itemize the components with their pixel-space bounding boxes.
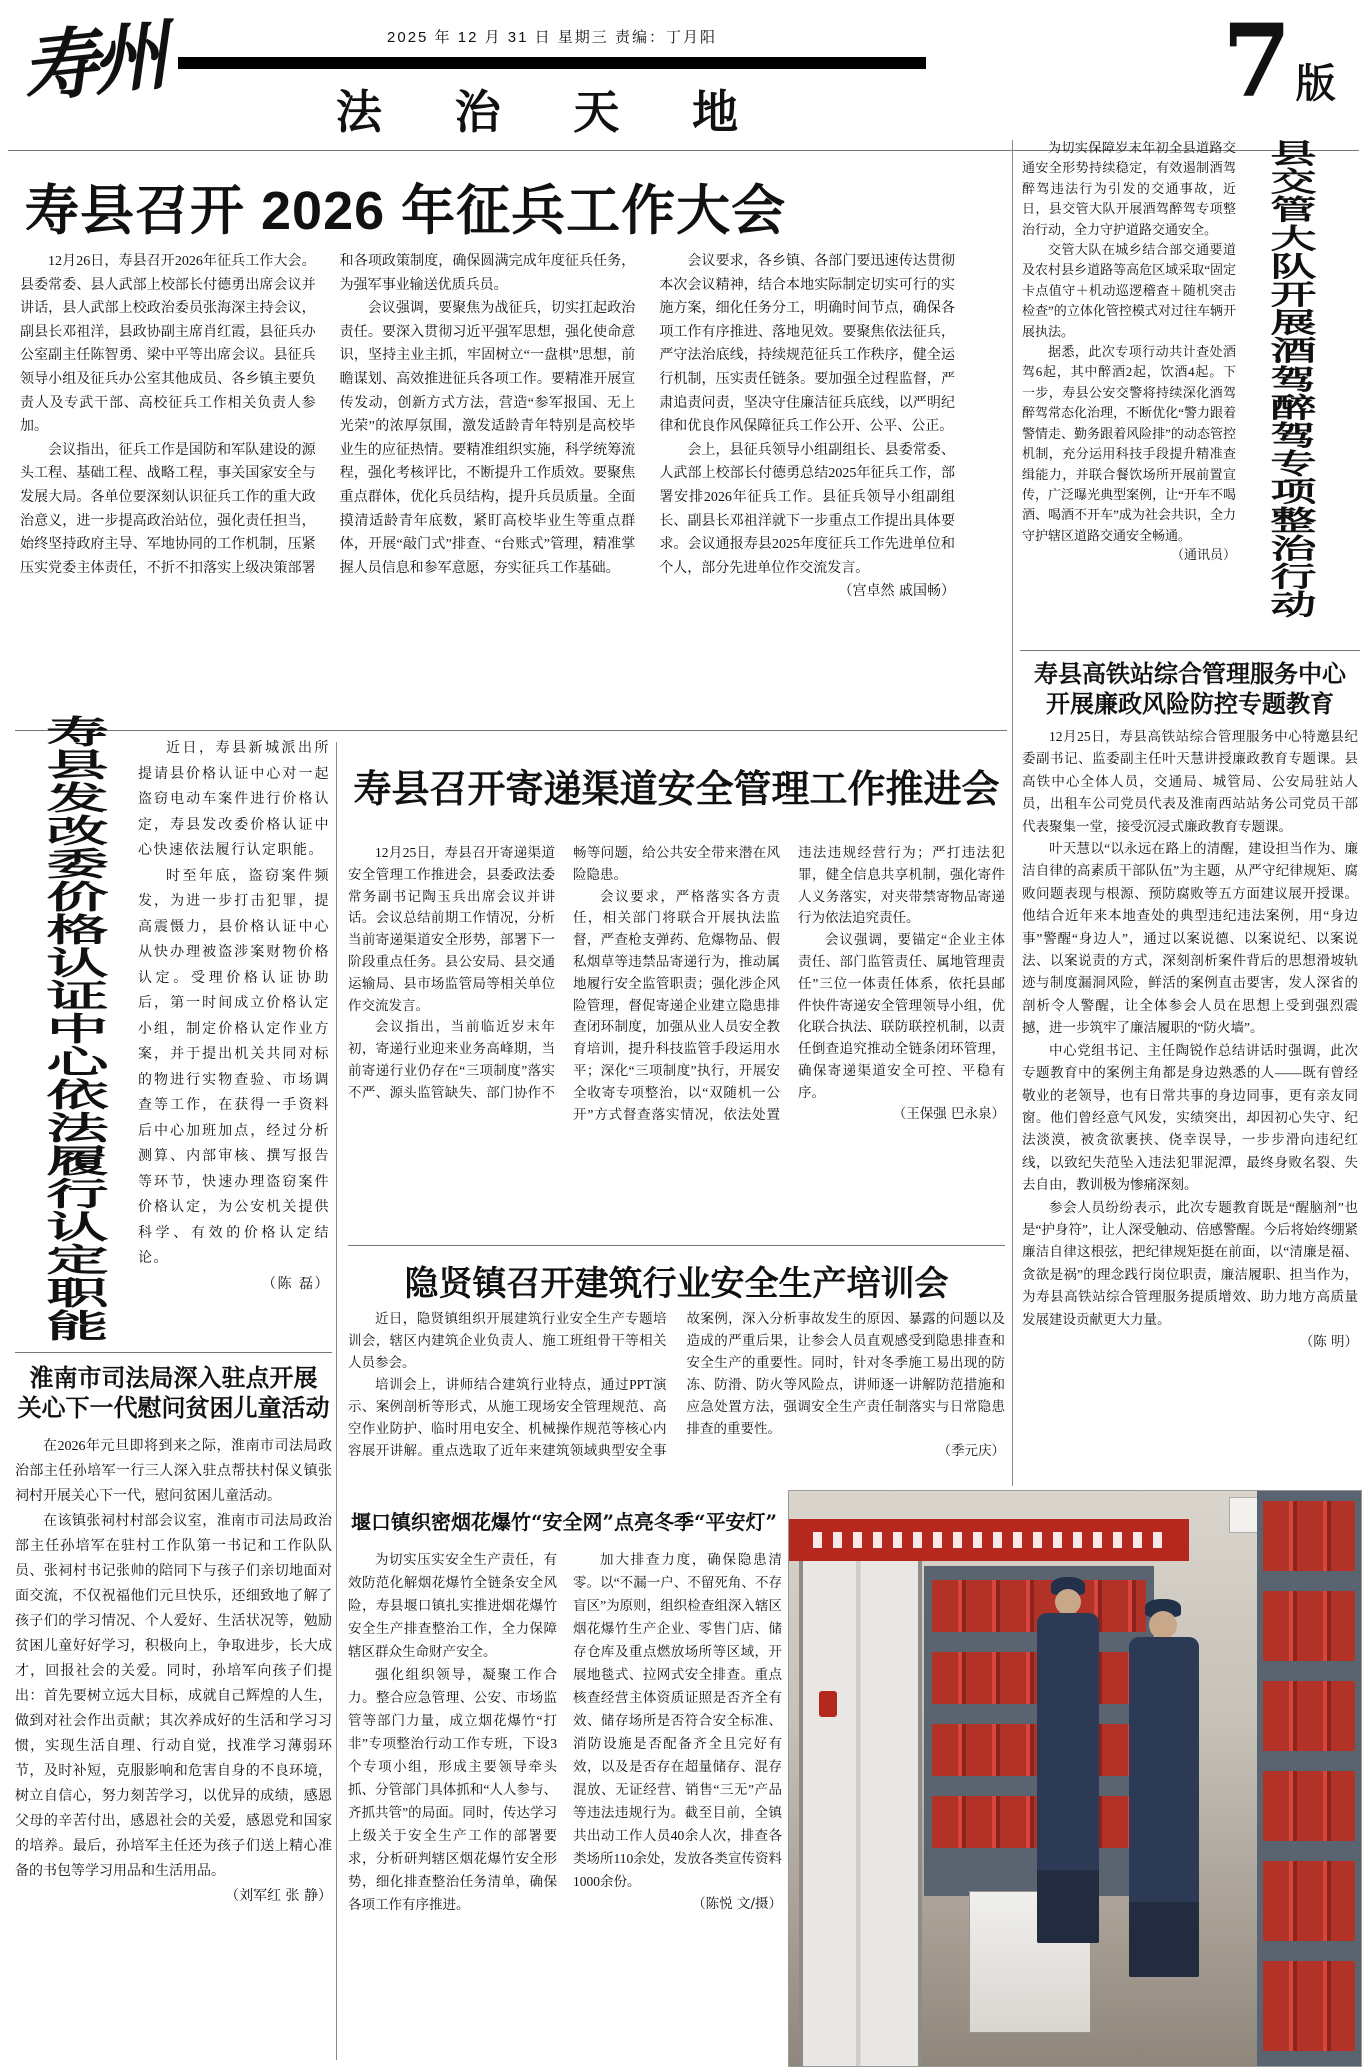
headline-charity-line1: 淮南市司法局深入驻点开展 [29, 1365, 318, 1392]
paragraphs [348, 842, 1005, 1125]
photo-officer [1037, 1613, 1099, 1943]
headline-char: 职 [46, 1275, 109, 1312]
photo-officer-head [1055, 1589, 1081, 1615]
paragraph: 12月25日，寿县高铁站综合管理服务中心特邀县纪委副书记、监委副主任叶天慧讲授廉政教育专题课。县高铁中心全体人员，交通局、城管局、公安局驻站人员，出租车公司党员代表及淮南西站站务公司党员干部代表聚集一堂，接受沉浸式廉政教育专题课。 [1022, 729, 1358, 834]
headline-char: 县 [46, 747, 109, 784]
masthead-logo: 寿州 [17, 10, 167, 114]
middle-divider [348, 1245, 1005, 1246]
headline-char: 驾 [1270, 420, 1316, 452]
middle-right-separator [1012, 140, 1013, 1486]
headline-charity-line2: 关心下一代慰问贫困儿童活动 [17, 1395, 330, 1422]
paragraph: 交管大队在城乡结合部交通要道及农村县乡道路等高危区域采取“固定卡点值守＋机动巡逻稽查＋随机突击检查”的立体化管控模式对过往车辆开展执法。 [1022, 242, 1236, 339]
headline-char: 驾 [1270, 364, 1316, 395]
article-charity-body [15, 1434, 332, 1909]
headline-char: 动 [1270, 589, 1316, 621]
headline-char: 能 [46, 1308, 109, 1345]
headline-char: 价 [46, 879, 109, 916]
paragraph: 为切实保障岁末年初全县道路交通安全形势持续稳定，有效遏制酒驾醉驾违法行为引发的交通事故，近日，县交管大队开展酒驾醉驾专项整治行动，全力守护道路交通安全。 [1022, 140, 1236, 237]
byline-price: （陈 磊） [262, 1275, 330, 1292]
headline-fireworks: 堰口镇织密烟花爆竹“安全网”点亮冬季“平安灯” [350, 1510, 777, 1534]
headline-char: 酒 [1270, 336, 1316, 367]
photo-shelf-right [1257, 1491, 1361, 2066]
paragraphs [1022, 138, 1236, 546]
headline-railway-line1: 寿县高铁站综合管理服务中心 [1034, 661, 1346, 688]
article-railway-body [1022, 726, 1358, 1353]
article-construction-body [348, 1308, 1005, 1462]
headline-char: 依 [46, 1077, 109, 1114]
headline-char: 项 [1270, 477, 1316, 508]
paragraph: 会议要求，严格落实各方责任，相关部门将联合开展执法监督，严查枪支弹药、危爆物品、假私烟草等违禁品寄递行为，推动属地履行安全监管职责；强化涉企风险管理，督促寄递企业建立隐患排查闭环制度，加强从业人员安全教育培训，提升科技监管手段运用水平；深化“三项制度”执行，开展安全收寄专项整治，以“双随机一公开”方式督查落实情况，依法处置违法违规经营行为；严打违法犯罪，健全信息共享机制，强化寄件人义务落实，对夹带禁寄物品寄递行为依法追究责任。 [573, 845, 1005, 1122]
headline-conscription: 寿县召开 2026 年征兵工作大会 [25, 181, 787, 241]
page-number-label: 版 [1295, 61, 1336, 106]
paragraphs [348, 1548, 782, 1916]
paragraph: 在该镇张祠村村部会议室，淮南市司法局政治部主任孙培军在驻村工作队第一书记和工作队队员、张祠村书记张帅的陪同下与孩子们亲切地面对面交流，不仅祝福他们元旦快乐，还细致地了解了孩子们的学习情况、个人爱好、生活状况等，勉励贫困儿童好好学习，积极向上，争取进步，长大成才，回报社会的关爱。同时，孙培军向孩子们提出：首先要树立远大目标，成就自己辉煌的人生，做到对社会作出贡献；其次养成好的生活和学习习惯，实现生活自理、行动自觉，找准学习薄弱环节，及时补短，克服影响和危害自身的不良环境，树立自信心，努力刻苦学习，以优异的成绩，感恩父母的辛苦付出，感恩社会的关爱，感恩党和国家的培养。最后，孙培军主任还为孩子们送上精心准备的书包等学习用品和生活用品。 [15, 1514, 332, 1879]
headline-construction: 隐贤镇召开建筑行业安全生产培训会 [404, 1264, 949, 1304]
article-fireworks-body [348, 1548, 782, 1916]
photo-box-row [1263, 1501, 1355, 1571]
headline-char: 法 [46, 1110, 109, 1147]
header-bar [178, 57, 926, 69]
paragraphs [15, 1434, 332, 1884]
paragraph: 12月25日，寿县召开寄递渠道安全管理工作推进会，县委政法委常务副书记陶玉兵出席会议并讲话。会议总结前期工作情况，分析当前寄递渠道安全形势，部署下一阶段重点任务。县公安局、县交通运输局、县市场监管局等相关单位作交流发言。 [348, 845, 555, 1013]
headline-char: 治 [1270, 533, 1316, 565]
byline-conscription: （宫卓然 戚国畅） [838, 583, 955, 600]
paragraphs [20, 250, 955, 604]
paragraph: 为切实压实安全生产责任，有效防范化解烟花爆竹全链条安全风险，寿县堰口镇扎实推进烟花爆竹安全生产排查整治工作，全力保障辖区群众生命财产安全。 [348, 1552, 557, 1659]
headline-delivery: 寿县召开寄递渠道安全管理工作推进会 [353, 766, 1000, 811]
left-column-divider [15, 1352, 332, 1353]
paragraph: 中心党组书记、主任陶锐作总结讲话时强调，此次专题教育中的案例主角都是身边熟悉的人——既有曾经敬业的老领导，也有日常共事的身边同事，更有亲友同窗。他们曾经意气风发，实绩突出，却因初心失守、纪法淡漠，被贪欲裹挟、侥幸误导，一步步滑向违纪红线，以致纪失范坠入违法犯罪泥潭，最终身败名裂、失去自由，教训极为惨痛深刻。 [1022, 1042, 1358, 1193]
article-delivery-body [348, 842, 1005, 1125]
headline-price-vertical [25, 716, 130, 1343]
headline-char: 改 [46, 813, 109, 850]
section-title: 法 治 天 地 [335, 86, 769, 138]
article-price-body [138, 736, 330, 1297]
headline-char: 整 [1270, 505, 1316, 536]
headline-char: 发 [46, 780, 109, 817]
headline-char: 开 [1270, 279, 1316, 311]
headline-char: 中 [46, 1011, 109, 1048]
headline-char: 格 [46, 912, 109, 949]
main-article-divider [15, 730, 1007, 731]
article-traffic-body [1022, 138, 1236, 567]
photo-banner [789, 1519, 1189, 1561]
dateline: 2025 年 12 月 31 日 星期三 责编：丁月阳 [387, 29, 717, 46]
headline-char: 队 [1270, 251, 1316, 283]
paragraph: 据悉，此次专项行动共计查处酒驾6起，其中醉酒2起，饮酒4起。下一步，寿县公安交警将持续深化酒驾醉驾常态化治理，不断优化“警力跟着警情走、勤务跟着风险排”的动态管控机制，充分运用科技手段提升精准查缉能力，并联合餐饮场所开展前置宣传，广泛曝光典型案例，让“开车不喝酒、喝酒不开车”成为社会共识，全力守护辖区道路交通安全畅通。 [1022, 344, 1236, 543]
byline-delivery: （王保强 巴永泉） [892, 1105, 1005, 1122]
paragraph: 培训会上，讲师结合建筑行业特点，通过PPT演示、案例剖析等形式，从施工现场安全管理规范、高空作业防护、临时用电安全、机械操作规范等核心内容展开讲解。重点选取了近年来建筑领域典型安全事故案例，深入分析事故发生的原因、暴露的问题以及造成的严重后果，让参会人员直观感受到隐患排查和安全生产的重要性。同时，针对冬季施工易出现的防冻、防滑、防火等风险点，讲师逐一讲解防范措施和应急处置方法，强调安全生产责任制落实与日常隐患排查的重要性。 [348, 1311, 1005, 1458]
headline-char: 心 [46, 1044, 109, 1081]
paragraph: 参会人员纷纷表示，此次专题教育既是“醒脑剂”也是“护身符”，让人深受触动、倍感警醒。今后将始终绷紧廉洁自律这根弦，把纪律规矩挺在前面，以“清廉是福、贪欲是祸”的理念践行岗位职责，廉洁履职、担当作为，为寿县高铁站综合管理服务提质增效、助力地方高质量发展建设贡献更大力量。 [1022, 1199, 1358, 1327]
byline-fireworks: （陈悦 文/摄） [692, 1896, 782, 1912]
page-number-block [1222, 2, 1336, 120]
headline-char: 行 [1270, 561, 1316, 593]
headline-char: 大 [1270, 223, 1316, 254]
paragraph: 叶天慧以“以永远在路上的清醒，建设担当作为、廉洁自律的高素质干部队伍”为主题，从严守纪律规矩、腐败问题表现与根源、预防腐败等五方面建议展开授课。他结合近年来本地查处的典型违纪违法案例，用“身边事”警醒“身边人”，通过以案说德、以案说纪、以案说法、以案说责的方式，深刻剖析案件背后的思想滑坡轨迹与制度漏洞风险，鲜活的案例直击要害，发人深省的剖析令人警醒，让全体参会人员在思想上受到强烈震撼，进一步筑牢了廉洁履职的“防火墙”。 [1022, 841, 1358, 1036]
byline-traffic: （通讯员） [1170, 548, 1236, 564]
photo-extinguisher [819, 1691, 837, 1717]
article-conscription-body [20, 250, 955, 604]
paragraphs [1022, 726, 1358, 1331]
headline-char: 证 [46, 978, 109, 1015]
photo-door [799, 1551, 922, 2067]
photo-box-row [1263, 1961, 1355, 2051]
headline-railway [1020, 660, 1360, 720]
headline-char: 定 [46, 1242, 109, 1279]
headline-railway-line2: 开展廉政风险防控专题教育 [1046, 691, 1334, 718]
headline-char: 履 [46, 1143, 109, 1180]
paragraph: 会议要求，各乡镇、各部门要迅速传达贯彻本次会议精神，结合本地实际制定切实可行的实施方案，细化任务分工，明确时间节点，确保各项工作有序推进、落地见效。要聚焦依法征兵，严守法治底线，持续规范征兵工作秩序，健全运行机制，压实责任链条。要加强全过程监督，严肃追责问责，坚决守住廉洁征兵底线，以严明纪律和优良作风保障征兵工作公开、公平、公正。 [659, 254, 955, 435]
photo-box-row [1263, 1681, 1355, 1751]
byline-charity: （刘军红 张 静） [225, 1888, 332, 1904]
photo-box-row [1263, 1771, 1355, 1841]
right-column-divider [1020, 650, 1360, 651]
headline-char: 专 [1270, 448, 1316, 480]
paragraph: 12月26日，寿县召开2026年征兵工作大会。县委常委、县人武部上校部长付德勇出席会议并讲话，县人武部上校政治委员张海深主持会议，副县长邓祖洋，县政协副主席肖红霞，县征兵办公室副主任陈智勇、梁中平等出席会议。县征兵领导小组及征兵办公室其他成员、各乡镇主要负责人及专武干部、高校征兵工作相关负责人参加。 [20, 254, 316, 435]
paragraph: 会议强调，要聚焦为战征兵，切实扛起政治责任。要深入贯彻习近平强军思想，强化使命意识，坚持主业主抓，牢固树立“一盘棋”思想，前瞻谋划、高效推进征兵各项工作。要精准开展宣传发动，创新方式方法，营造“参军报国、无上光荣”的浓厚氛围，激发适龄青年特别是高校毕业生的应征热情。要精准组织实施，科学统筹流程，强化考核评比，不断提升工作质效。要聚焦重点群体，优化兵员结构，提升兵员质量。全面摸清适龄青年底数，紧盯高校毕业生等重点群体，开展“敲门式”排查、“台账式”管理，精准掌握人员信息和参军意愿，夯实征兵工作基础。 [339, 301, 636, 576]
photo-box-row [1263, 1861, 1355, 1941]
headline-charity [15, 1364, 332, 1424]
byline-railway: （陈 明） [1299, 1333, 1358, 1350]
paragraph: 会议指出，征兵工作是国防和军队建设的源头工程、基础工程、战略工程，事关国家安全与发展大局。各单位要深刻认识征兵工作的重大政治意义，进一步提高政治站位，强化责任担当，始终坚持政府主导、军地协同的工作机制，压紧压实党委主体责任，不折不扣落实上级决策部署和各项政策制度，确保圆满完成年度征兵任务，为强军事业输送优质兵员。 [20, 254, 636, 576]
headline-char: 交 [1270, 166, 1316, 198]
paragraph: 在2026年元旦即将到来之际，淮南市司法局政治部主任孙培军一行三人深入驻点帮扶村保义镇张祠村开展关心下一代，慰问贫困儿童活动。 [15, 1439, 332, 1504]
headline-char: 管 [1270, 195, 1316, 226]
headline-char: 县 [1270, 138, 1316, 170]
paragraph: 会上，县征兵领导小组副组长、县委常委、人武部上校部长付德勇总结2025年征兵工作，部署安排2026年征兵工作。县征兵领导小组副组长、副县长邓祖洋就下一步重点工作提出具体要求。会议通报寿县2025年度征兵工作先进单位和个人，部分先进单位作交流发言。 [659, 442, 955, 576]
page-number: 7 [1222, 2, 1292, 120]
photo-banner-text [813, 1532, 1165, 1549]
paragraph: 会议强调，要锚定“企业主体责任、部门监管责任、属地管理责任”三位一体责任体系，依托县邮件快件寄递安全管理领导小组，优化联合执法、联防联控机制，以责任倒查追究推动全链条闭环管理，确保寄递渠道安全可控、平稳有序。 [798, 932, 1005, 1100]
paragraph: 加大排查力度，确保隐患清零。以“不漏一户、不留死角、不存盲区”为原则，组织检查组深入辖区烟花爆竹生产企业、零售门店、储存仓库及重点燃放场所等区域，开展地毯式、拉网式安全排查。重点核查经营主体资质证照是否齐全有效、储存场所是否符合安全标准、消防设施是否配备齐全且完好有效，以及是否存在超量储存、混存混放、无证经营、销售“三无”产品等违法违规行为。截至目前，全镇共出动工作人员40余人次，排查各类场所110余处，发放各类宣传资料1000余份。 [573, 1552, 782, 1889]
paragraph: 会议指出，当前临近岁末年初，寄递行业迎来业务高峰期，当前寄递行业仍存在“三项制度”落实不严、源头监管缺失、部门协作不畅等问题，给公共安全带来潜在风险隐患。 [348, 845, 780, 1100]
headline-char: 认 [46, 945, 109, 982]
paragraphs [348, 1308, 1005, 1462]
paragraph: 近日，寿县新城派出所提请县价格认证中心对一起盗窃电动车案件进行价格认定，寿县发改委价格认证中心快速依法履行认定职能。 [138, 741, 330, 858]
headline-char: 行 [46, 1176, 109, 1213]
left-middle-separator [336, 742, 337, 2060]
headline-traffic-vertical [1248, 140, 1338, 619]
paragraph: 时至年底，盗窃案件频发，为进一步打击犯罪，提高震慑力，县价格认证中心从快办理被盗涉案财物价格认定。受理价格认证协助后，第一时间成立价格认定小组，制定价格认定作业方案，并于提出机关共同对标的物进行实物查验、市场调查等工作，在获得一手资料后中心加班加点，经过分析测算、内部审核、撰写报告等环节，快速办理盗窃案件价格认定，为公安机关提供科学、有效的价格认定结论。 [138, 868, 330, 1266]
news-photo [788, 1490, 1362, 2067]
headline-char: 寿 [46, 714, 109, 751]
headline-char: 委 [46, 846, 109, 883]
headline-char: 展 [1270, 307, 1316, 339]
headline-char: 认 [46, 1209, 109, 1246]
byline-construction: （季元庆） [937, 1443, 1005, 1459]
headline-char: 醉 [1270, 392, 1316, 424]
paragraphs [138, 736, 330, 1272]
paragraph: 强化组织领导，凝聚工作合力。整合应急管理、公安、市场监管等部门力量，成立烟花爆竹“打非”专项整治行动工作专班，下设3个专项小组，形成主要领导牵头抓、分管部门具体抓和“人人参与、齐抓共管”的局面。同时，传达学习上级关于安全生产工作的部署要求，分析研判辖区烟花爆竹安全形势，细化排查整治任务清单，确保各项工作有序推进。 [348, 1667, 557, 1912]
paragraph: 近日，隐贤镇组织开展建筑行业安全生产专题培训会，辖区内建筑企业负责人、施工班组骨干等相关人员参会。 [348, 1311, 667, 1370]
photo-officer [1129, 1637, 1199, 1977]
photo-box-row [1263, 1591, 1355, 1661]
photo-officer-head [1149, 1611, 1177, 1639]
